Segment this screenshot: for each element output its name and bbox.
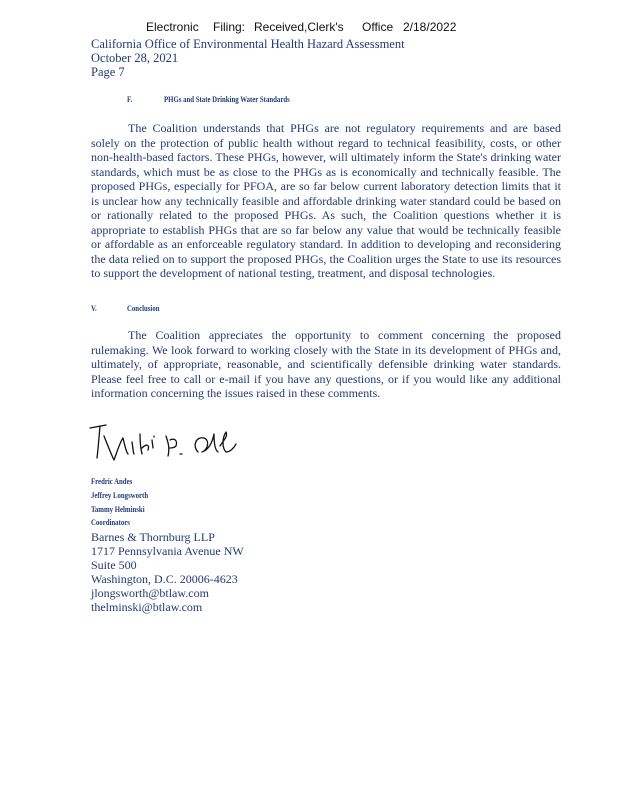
filing-label: Filing: <box>213 20 246 34</box>
signatory-name-2: Jeffrey Longsworth <box>91 491 149 500</box>
section-v-title: Conclusion <box>127 304 160 313</box>
header-agency: California Office of Environmental Health Hazard Assessment <box>91 37 405 51</box>
signature <box>88 418 238 463</box>
section-v-number: V. <box>91 304 97 313</box>
signatory-name-1: Fredric Andes <box>91 477 133 486</box>
address-city: Washington, D.C. 20006-4623 <box>91 572 238 586</box>
section-f-number: F. <box>127 95 133 104</box>
section-f-title: PHGs and State Drinking Water Standards <box>164 95 290 104</box>
filing-date: 2/18/2022 <box>403 20 457 34</box>
signatory-role: Coordinators <box>91 518 130 527</box>
header-date: October 28, 2021 <box>91 51 179 65</box>
header-page: Page 7 <box>91 65 125 79</box>
signatory-name-3: Tammy Helminski <box>91 505 145 514</box>
section-f-body: The Coalition understands that PHGs are not regulatory requirements and are based solely on the protection of public health without regard to technical feasibility, costs, or other non-health-based factors. These PHGs, however, will ultimately inform the State's drinking water standards, which must be as close to the PHGs as is economically and technically feasible. The proposed PHGs, especially for PFOA, are so far below current laboratory detection limits that it is unclear how any technically feasible and affordable drinking water standard could be based on or rationally related to the proposed PHGs. As such, the Coalition questions whether it is appropriate to establish PHGs that are so far below any value that would be technically feasible or affordable as an enforceable regulatory standard. In addition to developing and reconsidering the data relied on to support the proposed PHGs, the Coalition urges the State to use its resources to support the development of national testing, treatment, and disposal technologies. <box>91 121 561 280</box>
address-suite: Suite 500 <box>91 558 137 572</box>
address-street: 1717 Pennsylvania Avenue NW <box>91 544 244 558</box>
filing-office: Office <box>362 20 394 34</box>
filing-electronic: Electronic <box>146 20 199 34</box>
address-email-1: jlongsworth@btlaw.com <box>91 586 209 600</box>
address-email-2: thelminski@btlaw.com <box>91 600 203 614</box>
section-v-body: The Coalition appreciates the opportunity to comment concerning the proposed rulemaking. We look forward to working closely with the State in its development of PHGs and, ultimately, of appropriate, reasonable, and scientifically defensible drinking water standards. Please feel free to call or e-mail if you have any questions, or if you would like any additional information concerning the issues raised in these comments. <box>91 328 561 400</box>
filing-received: Received,Clerk's <box>254 20 344 34</box>
address-firm: Barnes & Thornburg LLP <box>91 530 215 544</box>
